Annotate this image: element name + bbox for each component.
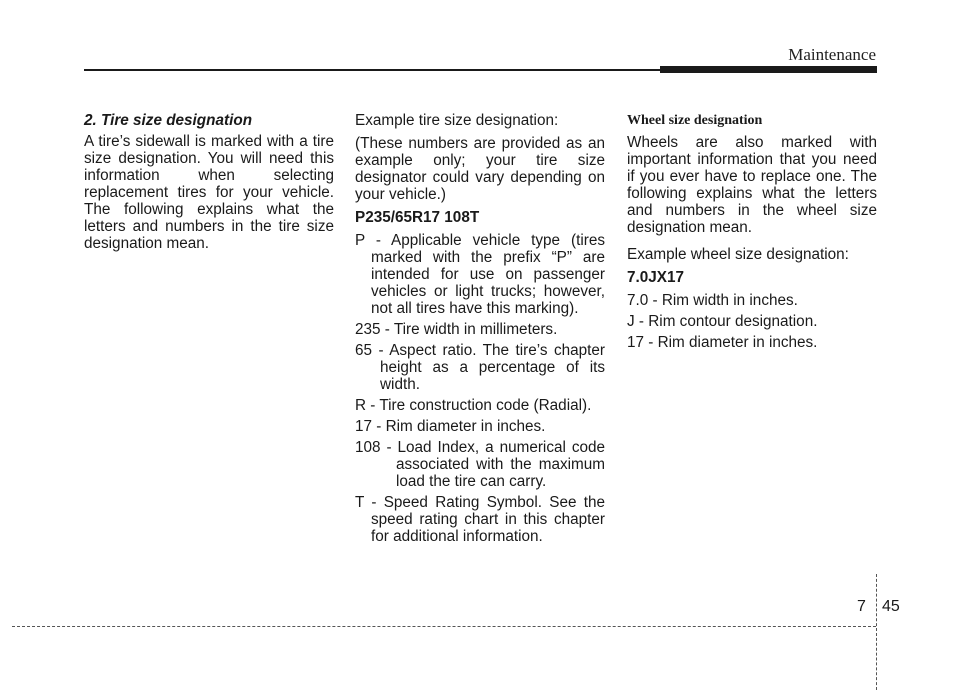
column-wheel-size [627, 112, 877, 355]
section-title: Maintenance [788, 45, 876, 64]
column-tire-example [355, 112, 605, 549]
header-rule-accent [660, 66, 877, 73]
wheel-size-paragraph: Wheels are also marked with important information that you need if you ever have to replace one. The following explains what the letters and numbers in the wheel size designation mean. [627, 134, 877, 236]
definition-item: R - Tire construction code (Radial). [355, 397, 592, 414]
definition-item: 7.0 - Rim width in inches. [627, 292, 798, 309]
wheel-example-intro: Example wheel size designation: [627, 246, 849, 263]
wheel-example-code: 7.0JX17 [627, 269, 684, 286]
definition-item: 108 - Load Index, a numerical code associated with the maximum load the tire can carry. [355, 439, 605, 490]
header-rule [84, 69, 660, 71]
footer-rule [12, 626, 876, 627]
wheel-size-heading: Wheel size designation [627, 113, 763, 128]
definition-item: P - Applicable vehicle type (tires marked with the prefix “P” are intended for use on passenger vehicles or light trucks; however, not all tires have this marking). [355, 232, 605, 317]
tire-example-code: P235/65R17 108T [355, 209, 480, 226]
page-number: 45 [882, 598, 900, 615]
definition-item: T - Speed Rating Symbol. See the speed rating chart in this chapter for additional information. [355, 494, 605, 545]
definition-item: J - Rim contour designation. [627, 313, 818, 330]
definition-item: 17 - Rim diameter in inches. [627, 334, 818, 351]
tire-example-intro: Example tire size designation: [355, 112, 559, 129]
tire-example-note: (These numbers are provided as an example only; your tire size designator could vary depending on your vehicle.) [355, 135, 605, 203]
definition-item: 235 - Tire width in millimeters. [355, 321, 558, 338]
chapter-number: 7 [857, 598, 866, 615]
footer-divider [876, 574, 877, 690]
definition-item: 65 - Aspect ratio. The tire’s chapter height as a percentage of its width. [355, 342, 605, 393]
tire-size-heading: 2. Tire size designation [84, 112, 253, 129]
definition-item: 17 - Rim diameter in inches. [355, 418, 546, 435]
tire-size-paragraph: A tire’s sidewall is marked with a tire size designation. You will need this information when selecting replacement tires for your vehicle. The following explains what the letters and numbers in the tire size designation mean. [84, 133, 334, 252]
column-tire-size-intro [84, 112, 334, 258]
